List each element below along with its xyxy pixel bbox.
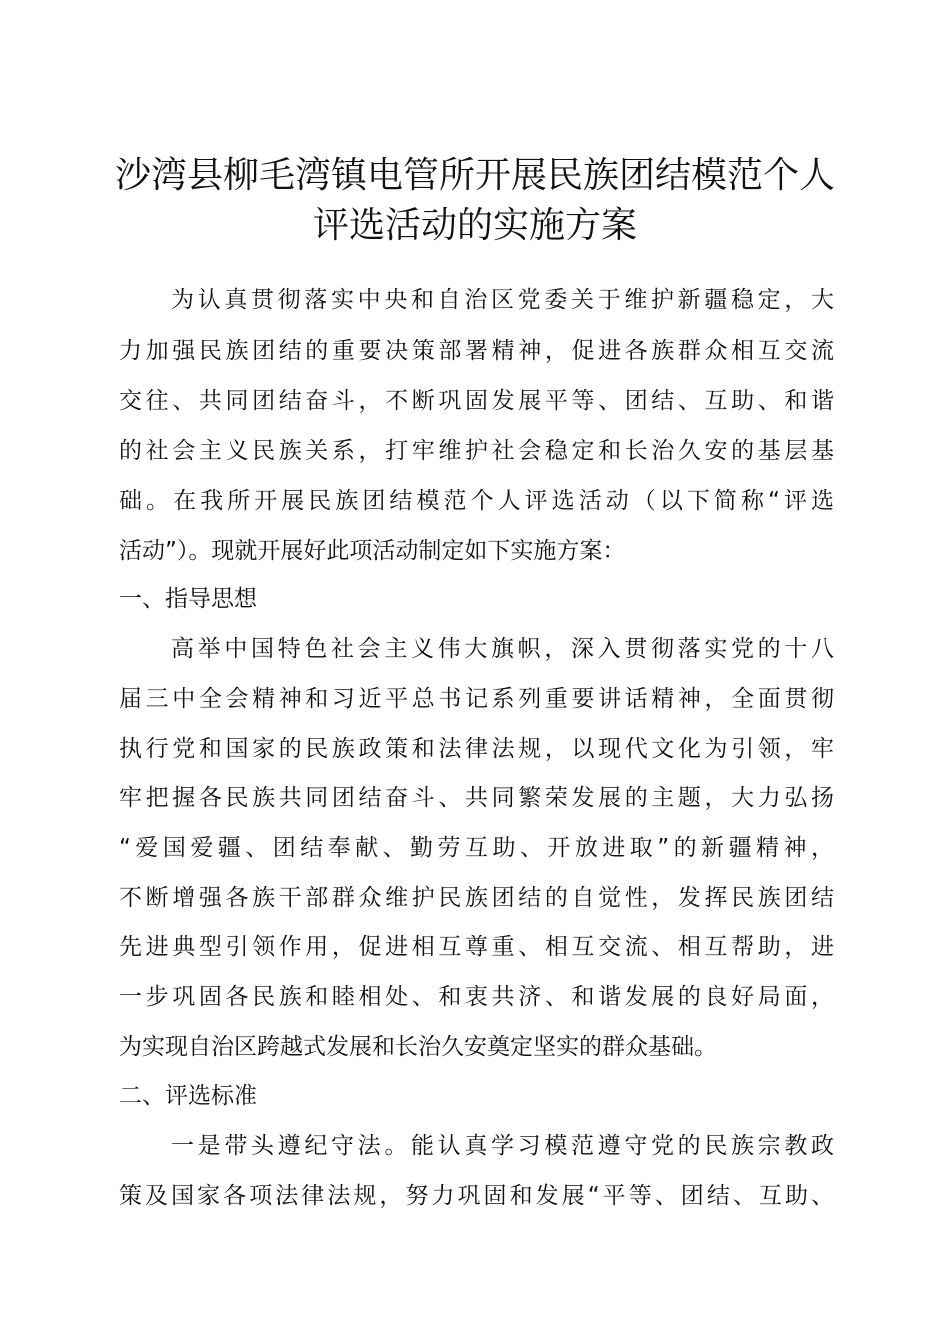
section-1-line-2: 届三中全会精神和习近平总书记系列重要讲话精神，全面贯彻 [119, 686, 834, 712]
section-1-line-1: 高举中国特色社会主义伟大旗帜，深入贯彻落实党的十八 [171, 636, 834, 662]
section-1-heading: 一、指导思想 [119, 586, 257, 612]
section-1-line-6: 不断增强各族干部群众维护民族团结的自觉性，发挥民族团结 [119, 885, 834, 911]
title-line-2: 评选活动的实施方案 [312, 205, 637, 246]
section-2-line-1: 一是带头遵纪守法。能认真学习模范遵守党的民族宗教政 [171, 1133, 834, 1159]
intro-line-4: 的社会主义民族关系，打牢维护社会稳定和长治久安的基层基 [119, 438, 834, 464]
section-1-line-8: 一步巩固各民族和睦相处、和衷共济、和谐发展的良好局面， [119, 984, 834, 1010]
intro-line-3: 交往、共同团结奋斗，不断巩固发展平等、团结、互助、和谐 [119, 388, 834, 414]
intro-line-5: 础。在我所开展民族团结模范个人评选活动（以下简称“评选 [119, 488, 834, 514]
section-1-line-5: “爱国爱疆、团结奉献、勤劳互助、开放进取”的新疆精神， [119, 835, 834, 861]
section-1-line-7: 先进典型引领作用，促进相互尊重、相互交流、相互帮助，进 [119, 934, 834, 960]
intro-line-6: 活动”）。现就开展好此项活动制定如下实施方案： [119, 538, 626, 564]
section-2-line-2: 策及国家各项法律法规，努力巩固和发展“平等、团结、互助、 [119, 1183, 834, 1209]
section-1-line-9: 为实现自治区跨越式发展和长治久安奠定坚实的群众基础。 [119, 1034, 717, 1060]
intro-line-2: 力加强民族团结的重要决策部署精神，促进各族群众相互交流 [119, 338, 834, 364]
title-line-1: 沙湾县柳毛湾镇电管所开展民族团结模范个人 [114, 155, 835, 196]
intro-line-1: 为认真贯彻落实中央和自治区党委关于维护新疆稳定，大 [171, 287, 834, 313]
section-1-line-4: 牢把握各民族共同团结奋斗、共同繁荣发展的主题，大力弘扬 [119, 785, 834, 811]
section-1-line-3: 执行党和国家的民族政策和法律法规，以现代文化为引领，牢 [119, 736, 834, 762]
section-2-heading: 二、评选标准 [119, 1083, 257, 1109]
